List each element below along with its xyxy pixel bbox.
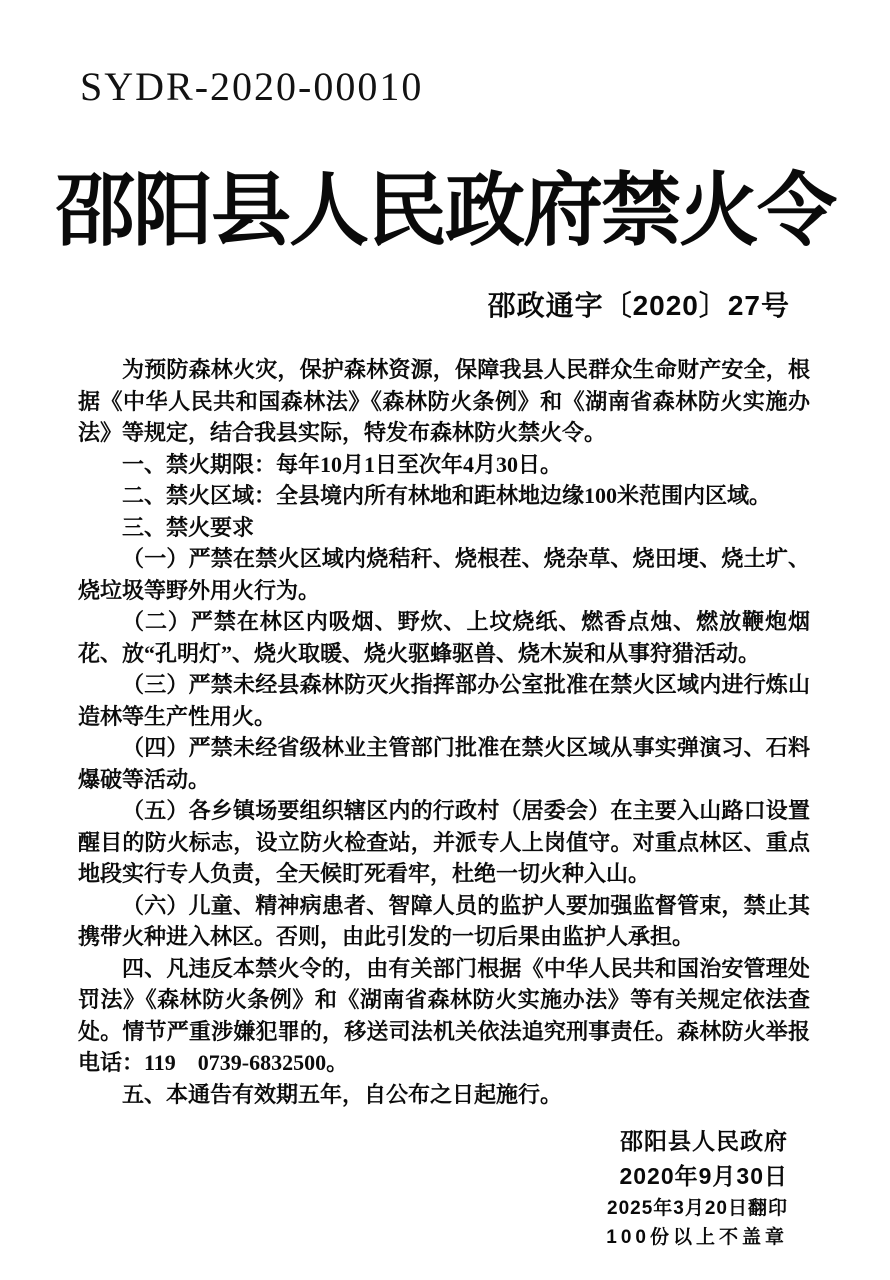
body-paragraph-item-3-3: （三）严禁未经县森林防灭火指挥部办公室批准在禁火区域内进行炼山造林等生产性用火。: [78, 672, 810, 729]
signature-reprint-note: 2025年3月20日翻印: [607, 1198, 788, 1219]
body-paragraph-item-3-2: （二）严禁在林区内吸烟、野炊、上坟烧纸、燃香点烛、燃放鞭炮烟花、放“孔明灯”、烧火取暖、烧火驱蜂驱兽、烧木炭和从事狩猎活动。: [78, 609, 810, 666]
body-paragraph-item-3-5: （五）各乡镇场要组织辖区内的行政村（居委会）在主要入山路口设置醒目的防火标志，设立防火检查站，并派专人上岗值守。对重点林区、重点地段实行专人负责，全天候盯死看牢，杜绝一切火种入山。: [78, 798, 810, 886]
signature-date: 2020年9月30日: [619, 1163, 788, 1189]
signature-stamp-note: 100份以上不盖章: [606, 1227, 788, 1248]
signature-block: [0, 1124, 788, 1252]
doc-title: 邵阳县人民政府禁火令: [55, 168, 835, 256]
body-paragraph-item-4: 四、凡违反本禁火令的，由有关部门根据《中华人民共和国治安管理处罚法》《森林防火条例》和《湖南省森林防火实施办法》等有关规定依法查处。情节严重涉嫌犯罪的，移送司法机关依法追究刑事责任。森林防火举报电话：119 0739-6832500。: [78, 955, 810, 1075]
body-paragraph-item-3-1: （一）严禁在禁火区域内烧秸秆、烧根茬、烧杂草、烧田埂、烧土圹、烧垃圾等野外用火行为。: [78, 546, 810, 603]
body-paragraph-item-2: 二、禁火区域：全县境内所有林地和距林地边缘100米范围内区域。: [122, 483, 772, 508]
body-paragraph-intro: 为预防森林火灾，保护森林资源，保障我县人民群众生命财产安全，根据《中华人民共和国森林法》《森林防火条例》和《湖南省森林防火实施办法》等规定，结合我县实际，特发布森林防火禁火令。: [78, 357, 810, 445]
body-paragraph-item-3: 三、禁火要求: [122, 514, 255, 540]
signature-issuer: 邵阳县人民政府: [620, 1128, 788, 1154]
body-paragraph-item-1: 一、禁火期限：每年10月1日至次年4月30日。: [122, 451, 563, 477]
body-paragraph-item-3-6: （六）儿童、精神病患者、智障人员的监护人要加强监督管束，禁止其携带火种进入林区。否则，由此引发的一切后果由监护人承担。: [78, 892, 810, 949]
body-paragraph-item-5: 五、本通告有效期五年，自公布之日起施行。: [122, 1081, 563, 1107]
doc-number: SYDR-2020-00010: [80, 64, 424, 109]
doc-body: [78, 354, 810, 1110]
doc-ref-number: 邵政通字〔2020〕27号: [487, 290, 790, 321]
body-paragraph-item-3-4: （四）严禁未经省级林业主管部门批准在禁火区域从事实弹演习、石料爆破等活动。: [78, 735, 810, 792]
